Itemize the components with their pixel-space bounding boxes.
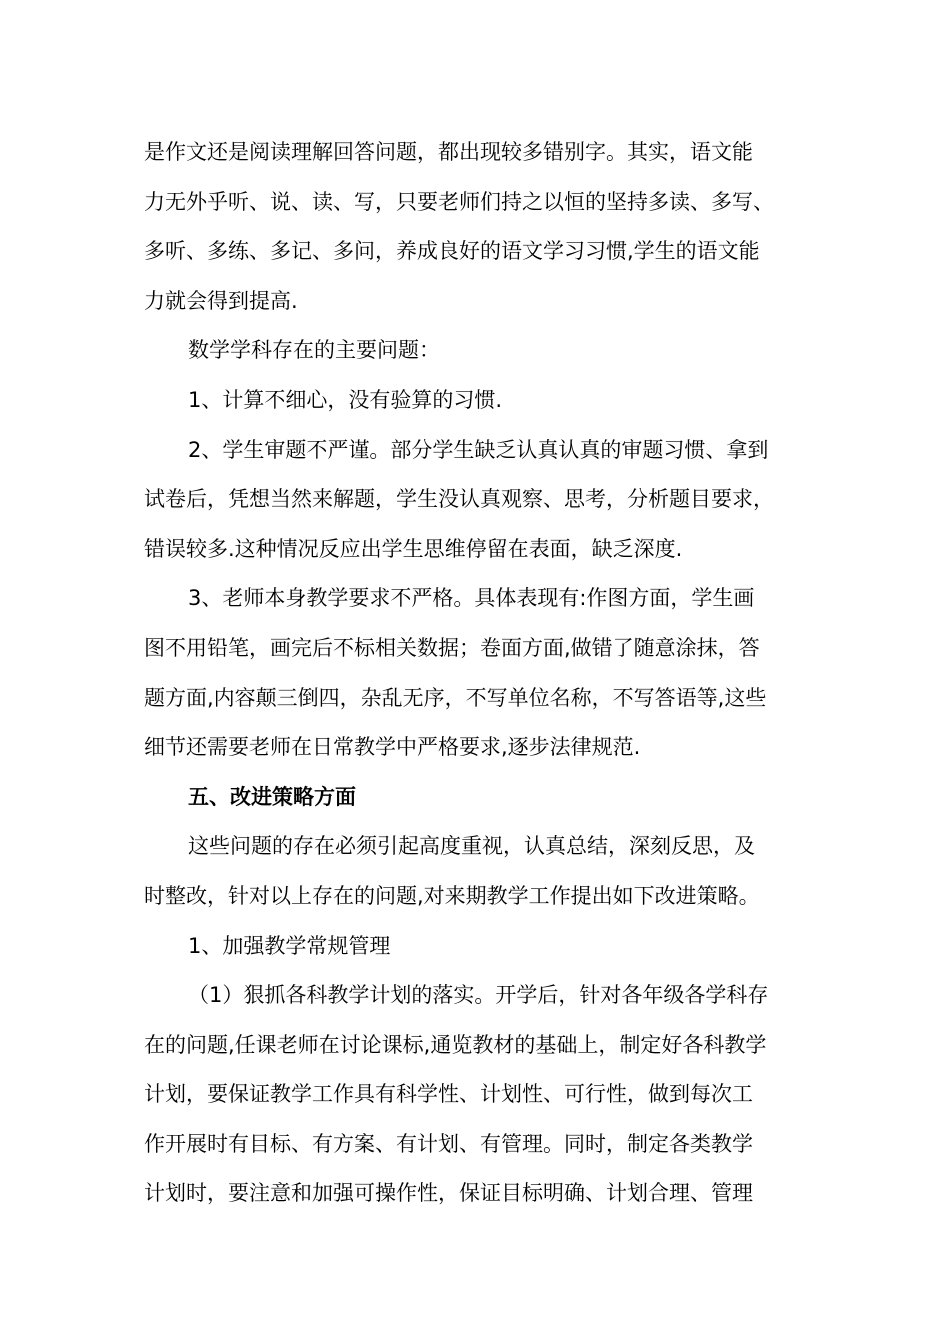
- list-item: 3、老师本身教学要求不严格。具体表现有:作图方面，学生画: [188, 586, 755, 611]
- paragraph-line: 作开展时有目标、有方案、有计划、有管理。同时，制定各类教学: [144, 1131, 753, 1156]
- paragraph-line: 力无外乎听、说、读、写，只要老师们持之以恒的坚持多读、多写、: [144, 189, 774, 214]
- paragraph-line: 多听、多练、多记、多问，养成良好的语文学习习惯,学生的语文能: [144, 239, 760, 264]
- paragraph-line: 时整改，针对以上存在的问题,对来期教学工作提出如下改进策略。: [144, 883, 760, 908]
- list-item: 1、计算不细心，没有验算的习惯.: [188, 387, 503, 412]
- paragraph-line: 这些问题的存在必须引起高度重视，认真总结，深刻反思，及: [188, 834, 755, 859]
- paragraph-line: 是作文还是阅读理解回答问题，都出现较多错别字。其实，语文能: [144, 140, 753, 164]
- paragraph-line: 数学学科存在的主要问题：: [188, 338, 440, 363]
- document-body: [144, 128, 816, 1219]
- paragraph-line: 试卷后，凭想当然来解题，学生没认真观察、思考，分析题目要求，: [144, 487, 774, 512]
- list-item: （1）狠抓各科教学计划的落实。开学后，针对各年级各学科存: [188, 983, 769, 1008]
- paragraph-line: 细节还需要老师在日常教学中严格要求,逐步法律规范.: [144, 735, 641, 760]
- paragraph-line: 在的问题,任课老师在讨论课标,通览教材的基础上，制定好各科教学: [144, 1032, 767, 1057]
- paragraph-line: 计划，要保证教学工作具有科学性、计划性、可行性，做到每次工: [144, 1082, 753, 1107]
- subsection-heading: 1、加强教学常规管理: [188, 933, 391, 958]
- paragraph-line: 错误较多.这种情况反应出学生思维停留在表面，缺乏深度.: [144, 536, 683, 561]
- section-heading: 五、改进策略方面: [188, 784, 356, 809]
- paragraph-line: 力就会得到提高.: [144, 288, 298, 313]
- paragraph-line: 图不用铅笔，画完后不标相关数据；卷面方面,做错了随意涂抹，答: [144, 635, 760, 660]
- paragraph-line: 计划时，要注意和加强可操作性，保证目标明确、计划合理、管理: [144, 1181, 753, 1206]
- paragraph-line: 题方面,内容颠三倒四，杂乱无序，不写单位名称，不写答语等,这些: [144, 685, 767, 710]
- list-item: 2、学生审题不严谨。部分学生缺乏认真认真的审题习惯、拿到: [188, 437, 769, 462]
